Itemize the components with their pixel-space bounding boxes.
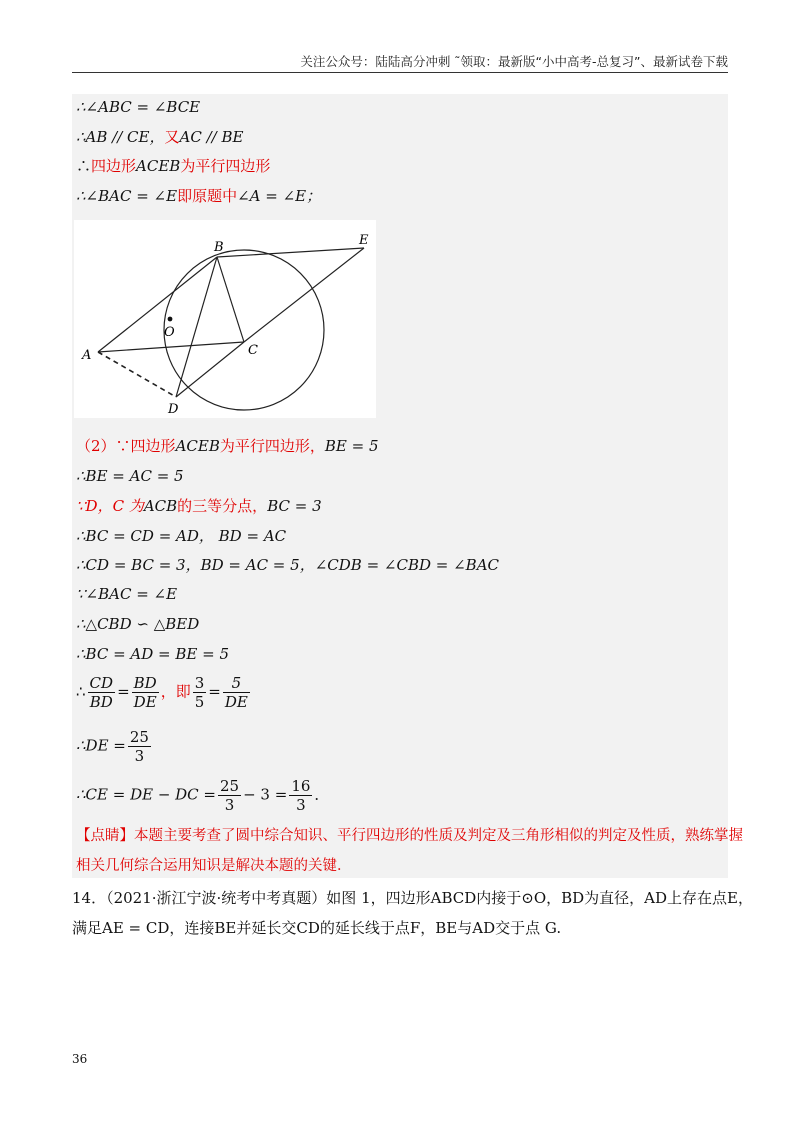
geometry-figure bbox=[74, 220, 376, 418]
text: ∴CD = BC = 3， bbox=[76, 556, 201, 574]
equals: = bbox=[208, 682, 221, 701]
text: AC // BE bbox=[179, 128, 244, 146]
segment-ab bbox=[98, 257, 217, 352]
part2-line-2: ∴BE = AC = 5 bbox=[76, 467, 184, 485]
part2-line-6: ∵∠BAC = ∠E bbox=[76, 585, 178, 603]
text: ∠A = ∠E； bbox=[237, 187, 322, 205]
text-red: 四边形 bbox=[91, 157, 137, 175]
denominator: BD bbox=[89, 693, 113, 711]
fraction bbox=[289, 777, 312, 814]
fraction bbox=[218, 777, 241, 814]
text-red: 即原题中 bbox=[177, 187, 238, 205]
part2-line-11 bbox=[76, 777, 329, 814]
solution-line-3 bbox=[76, 156, 270, 176]
question-14-line-2: 满足AE = CD，连接BE并延长交CD的延长线于点F，BE与AD交于点 G. bbox=[72, 919, 562, 937]
text: BC = 3 bbox=[267, 497, 322, 515]
fraction bbox=[132, 674, 159, 711]
numerator: BD bbox=[133, 674, 157, 692]
page-header: 关注公众号：陆陆高分冲刺 ˜领取：最新版“小中高考-总复习”、最新试卷下载 bbox=[300, 54, 728, 69]
segment-dc bbox=[176, 342, 244, 397]
remark-line-1: 【点睛】本题主要考查了圆中综合知识、平行四边形的性质及判定及三角形相似的判定及性质，熟练掌握 bbox=[76, 828, 743, 844]
numerator: 16 bbox=[291, 777, 311, 795]
label-o: O bbox=[164, 325, 175, 340]
text-red: 又 bbox=[164, 128, 180, 146]
segment-bd bbox=[176, 257, 217, 397]
denominator: DE bbox=[224, 693, 248, 711]
text: ∠CDB = ∠CBD = ∠BAC bbox=[314, 556, 500, 574]
part2-line-8: ∴BC = AD = BE = 5 bbox=[76, 645, 230, 663]
header-rule bbox=[72, 72, 728, 73]
text-red: ，即 bbox=[160, 682, 191, 701]
arc-acb: ACB bbox=[143, 497, 178, 515]
center-dot bbox=[168, 317, 173, 322]
part2-line-5 bbox=[76, 555, 499, 575]
segment-ac bbox=[98, 342, 244, 352]
part2-line-3 bbox=[76, 496, 322, 516]
label-d: D bbox=[168, 402, 179, 417]
text-red: 四边形 bbox=[130, 437, 176, 455]
denominator: 3 bbox=[134, 747, 145, 765]
text-red: 的三等分点， bbox=[177, 497, 268, 515]
denominator: 3 bbox=[296, 796, 306, 814]
numerator: 25 bbox=[129, 728, 149, 746]
page-number: 36 bbox=[72, 1052, 88, 1066]
denominator: 3 bbox=[224, 796, 235, 814]
fraction bbox=[193, 674, 207, 711]
numerator: 3 bbox=[194, 674, 205, 692]
therefore: ∴ bbox=[76, 682, 86, 701]
segment-ad-dashed bbox=[98, 352, 176, 397]
solution-line-1: ∴∠ABC = ∠BCE bbox=[76, 98, 201, 116]
part2-line-9 bbox=[76, 674, 252, 711]
numerator: 25 bbox=[220, 777, 240, 795]
numerator: 5 bbox=[223, 674, 250, 693]
denominator: 5 bbox=[194, 693, 205, 711]
solution-line-2 bbox=[76, 127, 243, 147]
part2-line-4: ∴BC = CD = AD， BD = AC bbox=[76, 527, 287, 545]
fraction bbox=[223, 674, 250, 711]
text-red: ∵D，C 为 bbox=[76, 497, 144, 515]
text-red: 为平行四边形 bbox=[180, 157, 271, 175]
text: ACEB bbox=[136, 157, 181, 175]
circle-diagram bbox=[74, 220, 376, 418]
text: BE = 5 bbox=[324, 437, 379, 455]
segment-ec bbox=[244, 248, 364, 342]
text: ∴ bbox=[76, 157, 92, 175]
text: BD = AC = 5， bbox=[200, 556, 315, 574]
segment-be bbox=[217, 248, 364, 257]
part2-line-10 bbox=[76, 728, 153, 765]
segment-bc bbox=[217, 257, 244, 342]
label-e: E bbox=[359, 233, 369, 248]
denominator: DE bbox=[133, 693, 157, 711]
text: ∴CE = DE − DC = bbox=[76, 785, 216, 804]
text: ∴∠BAC = ∠E bbox=[76, 187, 178, 205]
equals: = bbox=[117, 682, 130, 701]
solution-box bbox=[72, 94, 728, 878]
label-a: A bbox=[82, 348, 92, 363]
fraction bbox=[88, 674, 116, 711]
label-c: C bbox=[248, 343, 258, 358]
part2-line-1 bbox=[76, 436, 379, 456]
circle-o bbox=[164, 250, 324, 410]
text: ∴DE = bbox=[76, 736, 126, 755]
fraction bbox=[128, 728, 151, 765]
text: ． bbox=[314, 785, 330, 804]
numerator: CD bbox=[89, 674, 114, 692]
part2-line-7: ∴△CBD ∽ △BED bbox=[76, 615, 200, 633]
label-b: B bbox=[214, 240, 224, 255]
text: ACEB bbox=[175, 437, 220, 455]
text-red: 为平行四边形， bbox=[219, 437, 325, 455]
solution-line-4 bbox=[76, 186, 321, 206]
remark-line-2: 相关几何综合运用知识是解决本题的关键． bbox=[76, 858, 352, 874]
text: ∴AB // CE， bbox=[76, 128, 165, 146]
question-14-line-1: 14．（2021·浙江宁波·统考中考真题）如图 1，四边形ABCD内接于⊙O，BD为直径，AD上存在点E， bbox=[72, 889, 753, 907]
text-red: （2）∵ bbox=[76, 437, 131, 455]
text: − 3 = bbox=[243, 785, 288, 804]
